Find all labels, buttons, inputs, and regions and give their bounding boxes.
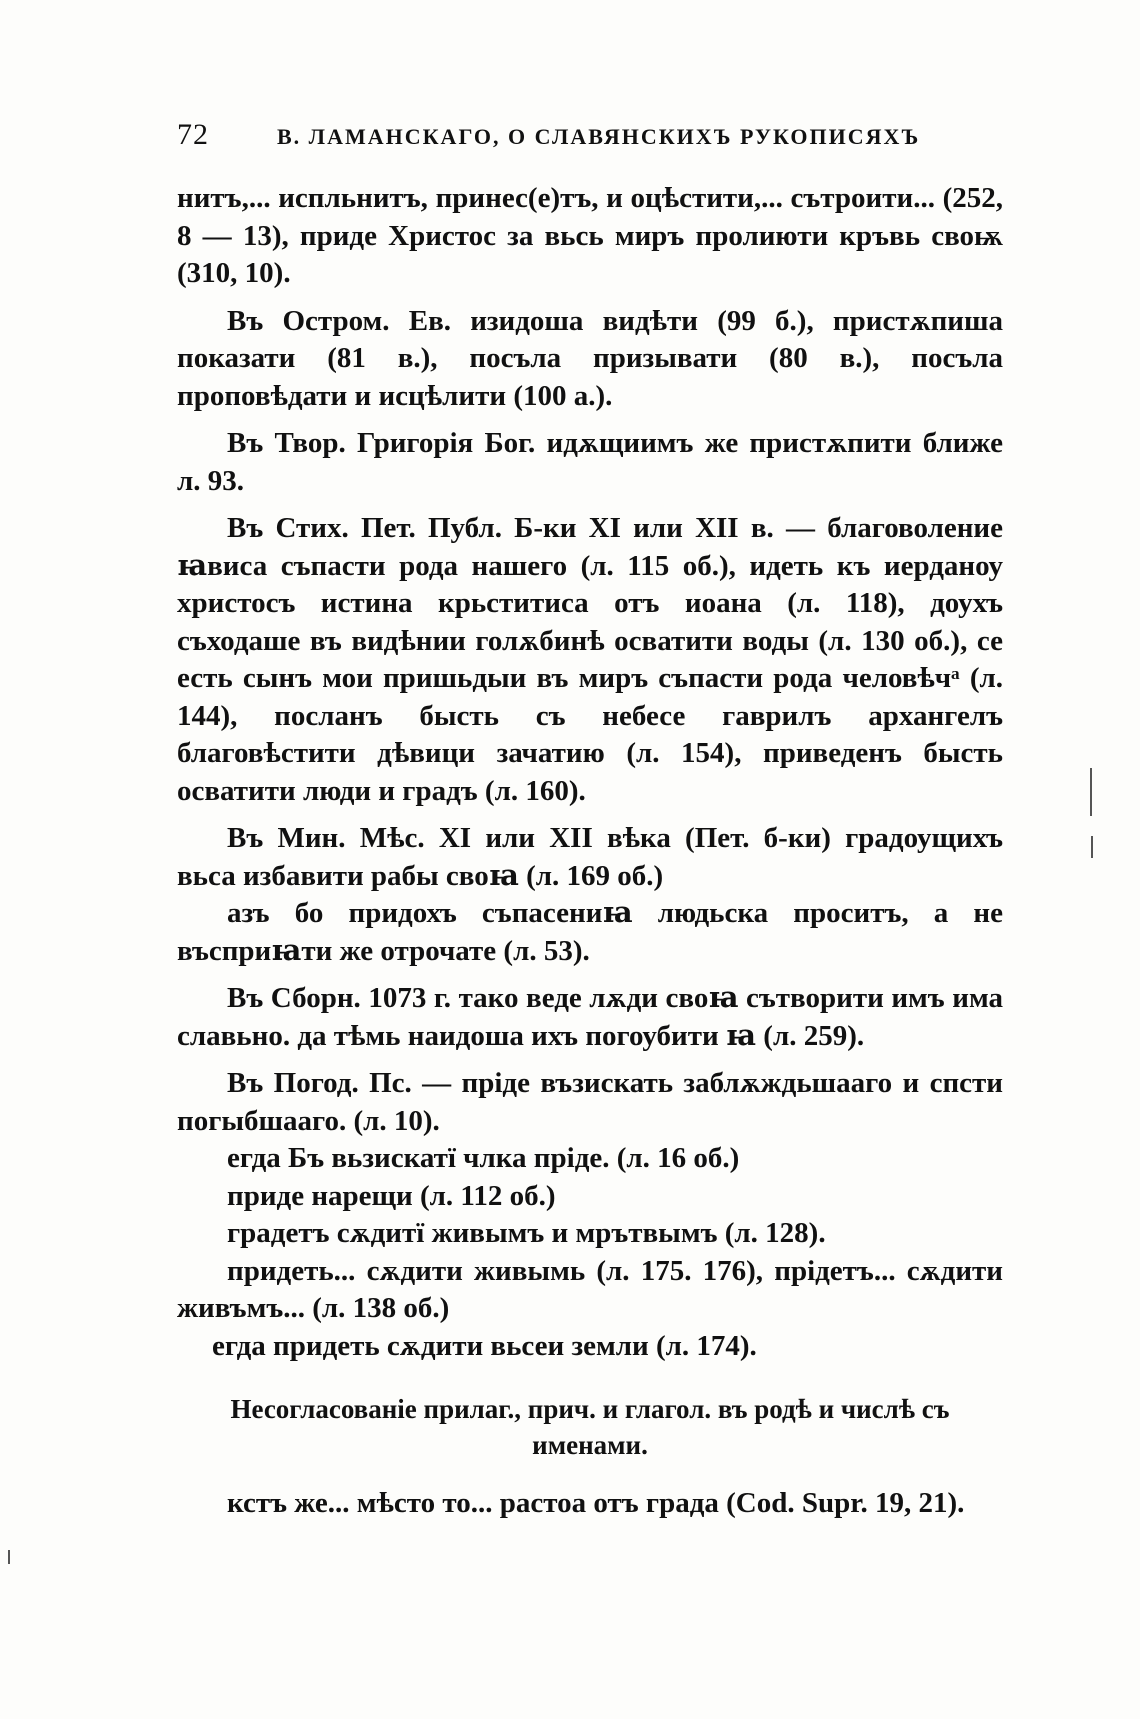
paragraph-mineya: Въ Мин. Мѣс. XI или XII вѣка (Пет. б-ки) градоущихъ вьса избавити рабы своꙗ (л. 169 об.): [177, 822, 1003, 892]
quote-line: придеть... сѫдити живымь (л. 175. 176), прідетъ... сѫдити живъмъ... (л. 138 об.): [177, 1254, 1003, 1324]
page-number: 72: [177, 118, 209, 151]
running-title: В. ЛАМАНСКАГО, О СЛАВЯНСКИХЪ РУКОПИСЯХЪ: [277, 124, 921, 149]
quote-line: егда Бъ вьзискатї члка пріде. (л. 16 об.): [227, 1142, 740, 1174]
paragraph-tvor-grigoriya: Въ Твор. Григорія Бог. идѫщиимъ же пристѫпити ближе л. 93.: [177, 427, 1003, 497]
section-heading: Несогласованіе прилаг., прич. и глагол. въ родѣ и числѣ съ именами.: [230, 1394, 950, 1460]
quote-line: градетъ сѫдитї живымъ и мрътвымъ (л. 128).: [227, 1217, 826, 1249]
quote-line: егда придеть сѫдити вьсеи земли (л. 174).: [212, 1329, 757, 1362]
page-header: [177, 118, 997, 152]
paragraph-stikhirar: Въ Стих. Пет. Публ. Б-ки XI или XII в. — благоволение ꙗвиса съпасти рода нашего (л. 115 об.), идеть къ иерданоу христосъ истина крьститиса отъ иоана (л. 118), доухъ съходаше въ видѣнии голѫбинѣ осватити воды (л. 130 об.), се есть сынъ мои пришьдыи въ миръ съпасти рода человѣчᵃ (л. 144), посланъ бысть съ небесе гаврилъ архангелъ благовѣстити дѣвици зачатию (л. 154), приведенъ бысть осватити люди и градъ (л. 160).: [177, 512, 1003, 807]
paragraph-continued: нитъ,... испльнитъ, принес(е)тъ, и оцѣстити,... сътроити... (252, 8 — 13), приде Христос за вьсь миръ пролиюти кръвь своѭ (310, 10).: [177, 182, 1003, 289]
paragraph-pogod-psalter: Въ Погод. Пс. — пріде възискать заблѫждьшааго и спсти погыбшааго. (л. 10).: [177, 1067, 1003, 1137]
paragraph-codex-suprasliensis: кстъ же... мѣсто то... растоа отъ града (Cod. Supr. 19, 21).: [227, 1487, 965, 1519]
margin-mark: [1091, 836, 1093, 858]
quote-line: приде нарещи (л. 112 об.): [227, 1179, 556, 1212]
paragraph-mineya-cont: азъ бо придохъ съпасениꙗ людьска проситъ, а не въсприꙗти же отрочате (л. 53).: [177, 897, 1003, 967]
paragraph-sbornik-1073: Въ Сборн. 1073 г. тако веде лѫди своꙗ сътворити имъ има славьно. да тѣмь наидоша ихъ погоубити ꙗ (л. 259).: [177, 982, 1003, 1052]
margin-mark: [1090, 768, 1092, 816]
page-body: [177, 180, 1003, 1533]
paragraph-ostromir: Въ Остром. Ев. изидоша видѣти (99 б.), пристѫпиша показати (81 в.), посъла призывати (80 в.), посъла проповѣдати и исцѣлити (100 а.).: [177, 304, 1003, 412]
margin-mark: [8, 1550, 10, 1564]
